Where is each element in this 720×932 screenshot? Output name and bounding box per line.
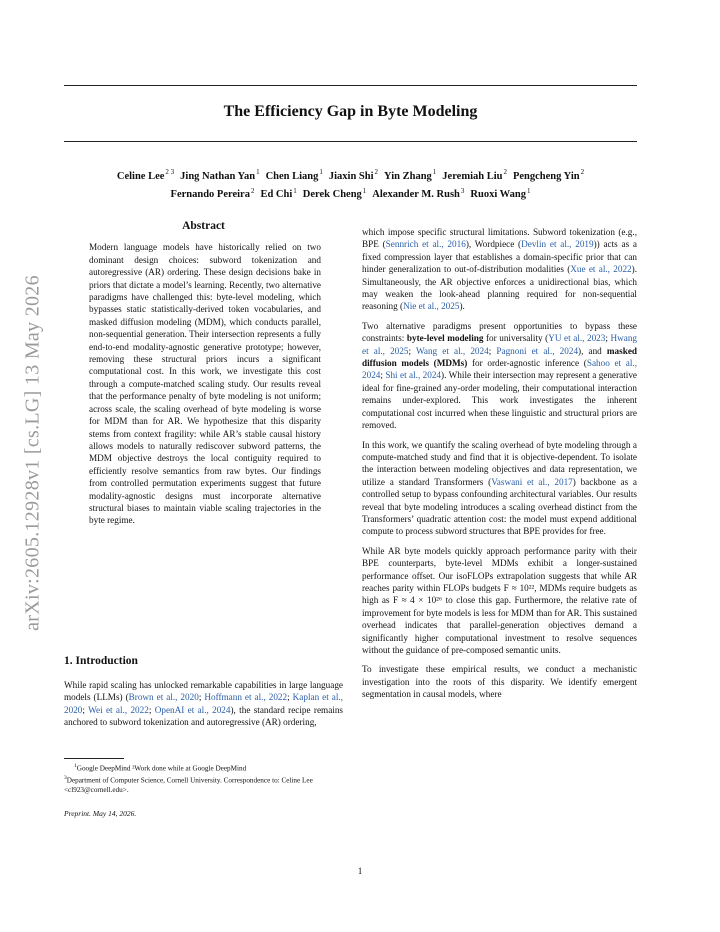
citation-link[interactable]: Xue et al., 2022 — [570, 264, 632, 275]
text-run: ; — [148, 704, 155, 715]
author-name: Alexander M. Rush$^3$ — [372, 186, 465, 200]
citation-link[interactable]: Devlin et al., 2019 — [521, 239, 594, 250]
text-run: While AR byte models quickly approach performance parity with their BPE counterparts, byte-level MDMs exhibit a longer-sustained performance offset. Our isoFLOPs extrapolation suggests that while AR reaches parity within FLOPs budgets F ≈ 10²², MDMs require budgets as high as F ≈ 4 × 10²⁶ to close this gap. Furthermore, the relative rate of improvement for byte models is less for MDM than for AR. This sustained overhead indicates that parallel-generation objectives demand a significantly higher computational investment to resolve sequences without the guidance of pre-composed semantic units. — [362, 545, 637, 655]
author-name: Pengcheng Yin$^2$ — [512, 168, 585, 182]
affiliation-marker: 2 — [250, 186, 255, 195]
author-name: Ruoxi Wang$^1$ — [470, 186, 531, 200]
arxiv-sidebar — [20, 258, 46, 648]
body-paragraph — [362, 663, 637, 700]
text-run: ; — [488, 345, 497, 356]
body-paragraph — [362, 545, 637, 657]
affiliation-marker: 2 — [503, 168, 507, 176]
citation-link[interactable]: Wei et al., 2022 — [88, 704, 149, 715]
bold-term: masked diffusion models (MDMs) — [362, 345, 638, 369]
title-bottom-rule — [64, 141, 637, 142]
body-paragraph — [362, 439, 637, 538]
text-run: In this work, we quantify the scaling overhead of byte modeling through a compute-matched study and find that it is objective-dependent. To isolate the interaction between modeling objectives and data representation, we utilize a standard Transformers ( — [362, 439, 637, 487]
text-run: which impose specific structural limitations. Subword tokenization (e.g., BPE ( — [362, 227, 637, 250]
citation-link[interactable]: YU et al., 2023 — [548, 333, 606, 344]
citation-link[interactable]: Nie et al., 2025 — [403, 301, 460, 312]
footnote-divider — [64, 758, 124, 759]
footnotes — [64, 762, 343, 795]
author-name: Jeremiah Liu$^2$ — [442, 168, 507, 182]
affiliation-marker: 3 — [460, 186, 465, 195]
text-run: ). — [459, 301, 465, 312]
text-run: While rapid scaling has unlocked remarkable capabilities in large language models (LLMs) ( — [64, 680, 343, 703]
paper-title: The Efficiency Gap in Byte Modeling — [223, 103, 478, 120]
text-run: ; — [82, 704, 89, 715]
text-run: ) backbone as a controlled setup to bypass confounding architectural variables. Our results reveal that byte modeling introduces a scaling overhead distinct from the Transformers’ quadratic attention cost: the model must expend additional compute to process subword structures that BPE provides for free. — [362, 476, 637, 537]
affiliation-marker: 1 — [319, 168, 323, 176]
affiliation-marker: 2 3 — [165, 168, 175, 176]
introduction-paragraph — [64, 679, 343, 729]
body-paragraph — [362, 320, 637, 432]
author-list — [64, 165, 637, 202]
right-column — [362, 226, 637, 708]
text-run: for order-agnostic inference ( — [467, 358, 587, 369]
footnote-correspondence: $^3$Department of Computer Science, Cornell University. Correspondence to: Celine Lee <cl923@cornell.edu>. — [64, 774, 313, 794]
text-run: ; — [605, 333, 611, 344]
text-run: ). While their intersection may represent a generative ideal for fine-grained any-order modeling, their computational interaction remains under-explored. This work investigates the inherent computational cost incurred when these linguistic and structural priors are removed. — [362, 370, 637, 431]
author-line-2 — [64, 184, 637, 203]
author-name: Chen Liang$^1$ — [265, 168, 323, 182]
page-number: 1 — [357, 866, 363, 876]
text-run: ; — [380, 370, 386, 381]
text-run: ), and — [578, 345, 607, 356]
author-name: Celine Lee$^{2 3}$ — [116, 168, 175, 182]
text-run: ; — [287, 692, 293, 703]
author-line-1 — [64, 165, 637, 184]
affiliation-marker: 2 — [580, 168, 585, 176]
citation-link[interactable]: Sahoo et al., 2024 — [362, 358, 637, 381]
title-top-rule — [64, 85, 637, 86]
author-name: Jiaxin Shi$^2$ — [328, 168, 379, 182]
affiliation-marker: 1 — [293, 186, 297, 195]
text-run: ; — [198, 692, 205, 703]
affiliation-marker: 1 — [526, 186, 531, 195]
introduction-heading: 1. Introduction — [64, 655, 138, 667]
citation-link[interactable]: Hoffmann et al., 2022 — [204, 692, 288, 703]
affiliation-marker: 1 — [432, 168, 437, 176]
citation-link[interactable]: Kaplan et al., 2020 — [64, 692, 343, 715]
text-run: To investigate these empirical results, we conduct a mechanistic investigation into the roots of this disparity. We identify emergent segmentation in causal models, where — [362, 664, 637, 700]
footnote-affiliations: $^1$Google DeepMind ²Work done while at Google DeepMind — [74, 763, 247, 773]
text-run: )) acts as a fixed compression layer that establishes a domain-specific prior that can hinder generalization to out-of-distribution modalities ( — [362, 239, 637, 275]
text-run: Two alternative paradigms present opportunities to bypass these constraints: — [362, 320, 637, 344]
author-name: Jing Nathan Yan$^1$ — [180, 168, 260, 182]
citation-link[interactable]: Sennrich et al., 2016 — [385, 239, 466, 250]
author-name: Ed Chi$^1$ — [260, 186, 297, 200]
citation-link[interactable]: Pagnoni et al., 2024 — [496, 345, 579, 356]
affiliation-marker: 2 — [374, 168, 379, 176]
author-name: Yin Zhang$^1$ — [384, 168, 437, 182]
text-run: ). Simultaneously, the AR objective enforces a unidirectional bias, which may weaken the look-ahead planning required for non-sequential reasoning ( — [362, 264, 637, 312]
citation-link[interactable]: Brown et al., 2020 — [128, 692, 199, 703]
affiliation-marker: 1 — [362, 186, 367, 195]
text-run: ; — [408, 345, 416, 356]
citation-link[interactable]: Hwang et al., 2025 — [362, 333, 638, 356]
author-name: Fernando Pereira$^2$ — [170, 186, 255, 200]
citation-link[interactable]: OpenAI et al., 2024 — [154, 704, 231, 715]
text-run: ), the standard recipe remains anchored to subword tokenization and autoregressive (AR) ordering, — [64, 704, 343, 728]
abstract-heading: Abstract — [182, 220, 225, 232]
bold-term: byte-level modeling — [406, 333, 484, 344]
affiliation-marker: 1 — [256, 168, 260, 176]
left-column — [64, 220, 343, 527]
body-paragraph — [362, 226, 637, 313]
author-name: Derek Cheng$^1$ — [302, 186, 367, 200]
preprint-date: Preprint. May 14, 2026. — [64, 809, 137, 818]
text-run: ), Wordpiece ( — [465, 239, 522, 250]
arxiv-identifier[interactable]: arXiv:2605.12928v1 [cs.LG] 13 May 2026 — [21, 275, 44, 631]
abstract-text: Modern language models have historically relied on two dominant design choices: subword tokenization and autoregressive (AR) ordering. These design decisions bake in priors that dictate a model’s learning. Recently, two alternative paradigms have challenged this: byte-level modeling, which bypasses static statistically-derived token vocabularies, and masked diffusion modeling (MDM), which conducts parallel, non-sequential generation. Their intersection represents a fully end-to-end modality-agnostic generative prototype; however, removing these structural priors incurs a significant computational cost. In this work, we investigate this cost through a compute-matched scaling study. Our results reveal that the performance penalty of byte modeling is not uniform; across scale, the scaling overhead of byte modeling is worse for MDM than for AR. We hypothesize that this disparity stems from context fragility: while AR’s stable causal history allows models to naturally rediscover subword patterns, the MDM objective destroys the local contiguity required to efficiently resolve semantics from raw bytes. Our findings from controlled permutation experiments suggest that future modality-agnostic designs must incorporate alternative structural biases to maintain viable scaling trajectories in the byte regime. — [89, 242, 321, 526]
citation-link[interactable]: Vaswani et al., 2017 — [491, 476, 573, 487]
citation-link[interactable]: Shi et al., 2024 — [385, 370, 442, 381]
text-run: for universality ( — [483, 333, 549, 344]
citation-link[interactable]: Wang et al., 2024 — [415, 345, 489, 356]
